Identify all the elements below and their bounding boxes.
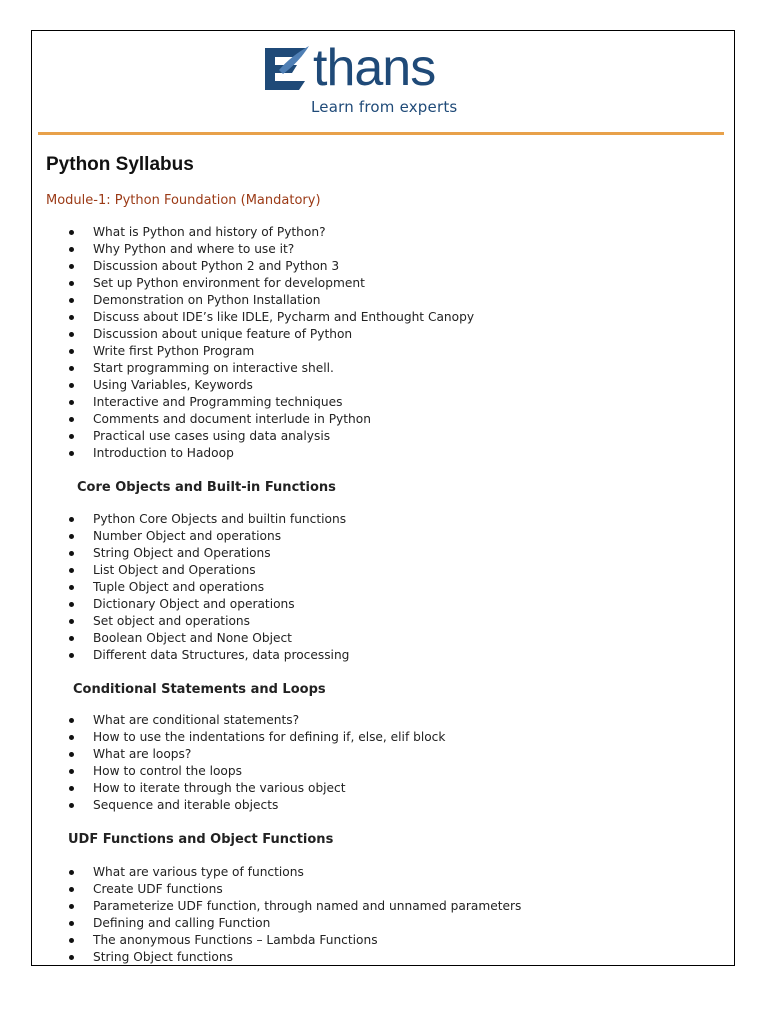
list-item: Python Core Objects and builtin functions — [0, 511, 349, 528]
list-item: Different data Structures, data processing — [0, 647, 349, 664]
list-item: Dictionary Object and operations — [0, 596, 349, 613]
list-item: String Object functions — [0, 949, 521, 966]
ethans-logo — [261, 39, 473, 118]
list-item: Start programming on interactive shell. — [0, 360, 474, 377]
bullet-list-core-objects — [0, 511, 349, 664]
list-item: Defining and calling Function — [0, 915, 521, 932]
list-item: Write first Python Program — [0, 343, 474, 360]
list-item: Using Variables, Keywords — [0, 377, 474, 394]
list-item: String Object and Operations — [0, 545, 349, 562]
list-item: How to use the indentations for defining if, else, elif block — [0, 729, 445, 746]
list-item: Why Python and where to use it? — [0, 241, 474, 258]
list-item: Interactive and Programming techniques — [0, 394, 474, 411]
list-item: What is Python and history of Python? — [0, 224, 474, 241]
list-item: Discussion about Python 2 and Python 3 — [0, 258, 474, 275]
module-title: Module-1: Python Foundation (Mandatory) — [46, 193, 321, 208]
list-item: Number Object and operations — [0, 528, 349, 545]
list-item: List Object and Operations — [0, 562, 349, 579]
list-item: Discussion about unique feature of Python — [0, 326, 474, 343]
list-item: Practical use cases using data analysis — [0, 428, 474, 445]
list-item: What are loops? — [0, 746, 445, 763]
page-title: Python Syllabus — [46, 154, 194, 175]
section-heading-udf: UDF Functions and Object Functions — [68, 832, 334, 847]
list-item: How to iterate through the various object — [0, 780, 445, 797]
list-item: Comments and document interlude in Python — [0, 411, 474, 428]
list-item: Demonstration on Python Installation — [0, 292, 474, 309]
bullet-list-foundation — [0, 224, 474, 462]
list-item: What are various type of functions — [0, 864, 521, 881]
list-item: Discuss about IDE’s like IDLE, Pycharm and Enthought Canopy — [0, 309, 474, 326]
list-item: Sequence and iterable objects — [0, 797, 445, 814]
section-heading-core-objects: Core Objects and Built-in Functions — [77, 480, 336, 495]
ethans-e-mark-icon — [261, 44, 311, 94]
list-item: Create UDF functions — [0, 881, 521, 898]
list-item: How to control the loops — [0, 763, 445, 780]
bullet-list-conditionals — [0, 712, 445, 814]
list-item: What are conditional statements? — [0, 712, 445, 729]
list-item: Set up Python environment for development — [0, 275, 474, 292]
header-divider — [38, 132, 724, 135]
list-item: The anonymous Functions – Lambda Functions — [0, 932, 521, 949]
bullet-list-udf — [0, 864, 521, 966]
list-item: Boolean Object and None Object — [0, 630, 349, 647]
list-item: Introduction to Hadoop — [0, 445, 474, 462]
list-item: Tuple Object and operations — [0, 579, 349, 596]
logo-wordmark: thans — [313, 39, 436, 97]
logo-tagline: Learn from experts — [311, 98, 458, 116]
list-item: Parameterize UDF function, through named and unnamed parameters — [0, 898, 521, 915]
section-heading-conditionals: Conditional Statements and Loops — [73, 682, 326, 697]
list-item: Set object and operations — [0, 613, 349, 630]
